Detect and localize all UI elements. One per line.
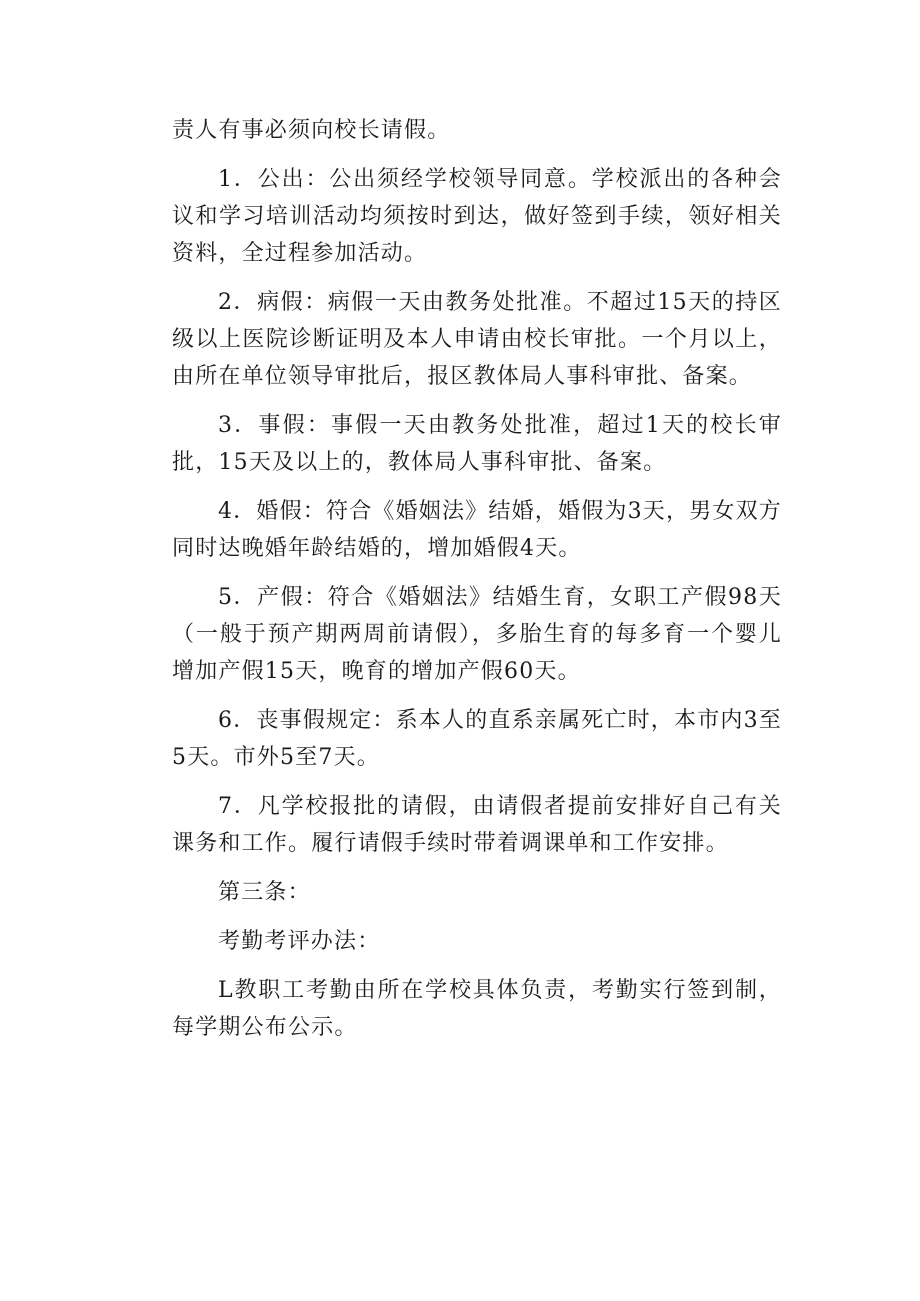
paragraph-school-approved-leave: 7．凡学校报批的请假，由请假者提前安排好自己有关课务和工作。履行请假手续时带着调课单和工作安排。	[172, 794, 782, 856]
paragraph-bereavement-leave: 6．丧事假规定：系本人的直系亲属死亡时，本市内3至5天。市外5至7天。	[172, 708, 782, 770]
paragraph-attendance-rule: L教职工考勤由所在学校具体负责，考勤实行签到制，每学期公布公示。	[172, 978, 782, 1040]
paragraph-sick-leave: 2．病假：病假一天由教务处批准。不超过15天的持区级以上医院诊断证明及本人申请由校长审批。一个月以上，由所在单位领导审批后，报区教体局人事科审批、备案。	[172, 290, 782, 389]
paragraph-personal-leave: 3．事假：事假一天由教务处批准，超过1天的校长审批，15天及以上的，教体局人事科审批、备案。	[172, 413, 782, 475]
paragraph-official-leave: 1．公出：公出须经学校领导同意。学校派出的各种会议和学习培训活动均须按时到达，做好签到手续，领好相关资料，全过程参加活动。	[172, 167, 782, 266]
document-body	[172, 112, 782, 1046]
paragraph-continuation: 责人有事必须向校长请假。	[172, 118, 451, 143]
paragraph-marriage-leave: 4．婚假：符合《婚姻法》结婚，婚假为3天，男女双方同时达晚婚年龄结婚的，增加婚假4天。	[172, 499, 782, 561]
section-heading-article-three: 第三条：	[218, 880, 311, 905]
paragraph-maternity-leave: 5．产假：符合《婚姻法》结婚生育，女职工产假98天（一般于预产期两周前请假），多胎生育的每多育一个婴儿增加产假15天，晚育的增加产假60天。	[172, 585, 782, 684]
section-heading-attendance: 考勤考评办法：	[218, 929, 381, 954]
